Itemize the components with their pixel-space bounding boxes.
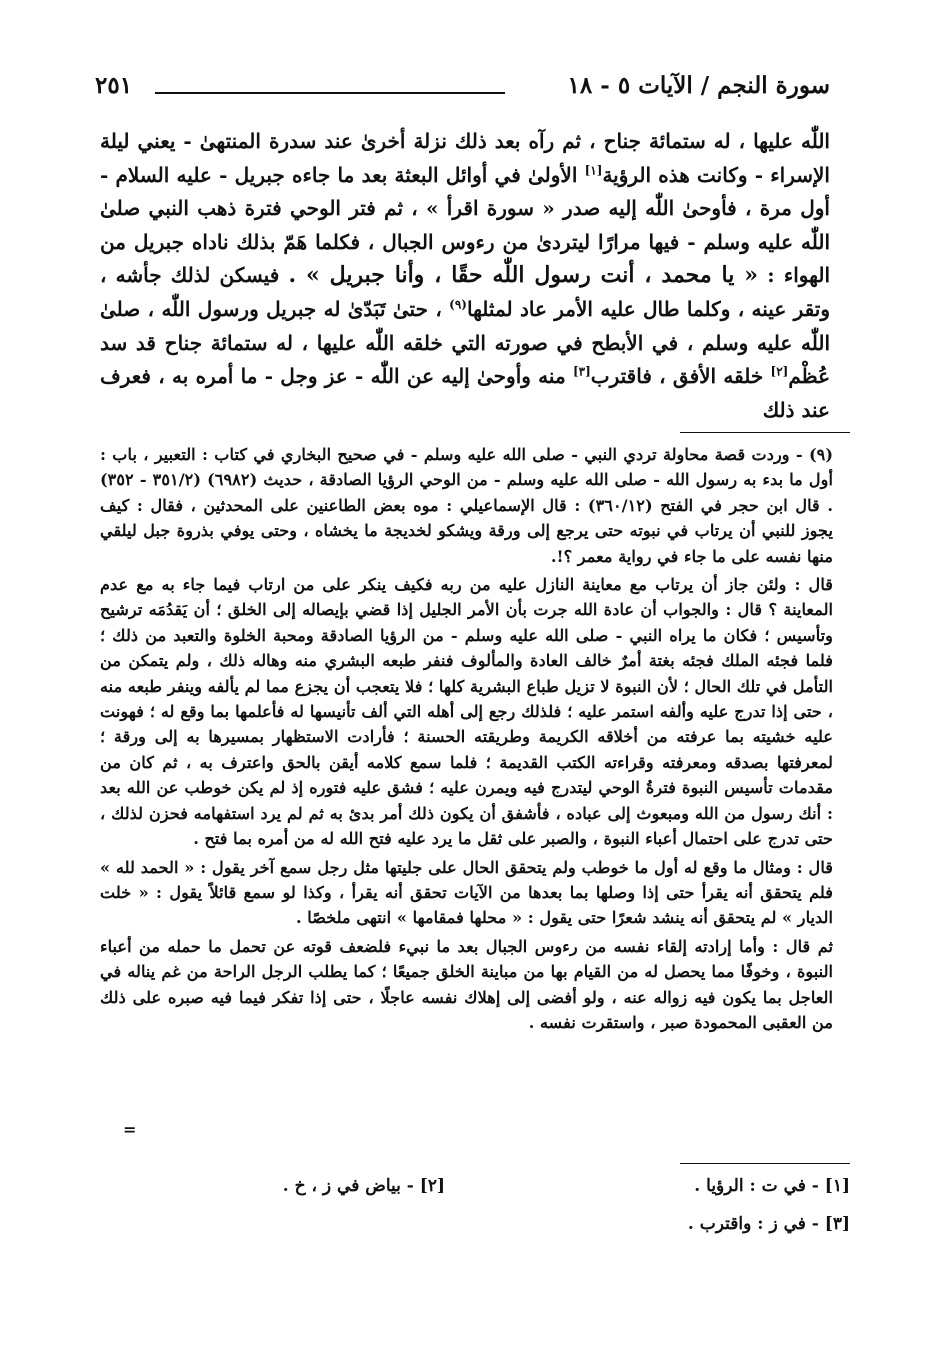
main-line: الإسراء - وكانت هذه الرؤية: [602, 162, 830, 187]
header-rule: [155, 92, 505, 94]
note-paragraph: (٩) - وردت قصة محاولة تردي النبي - صلى الله عليه وسلم - في صحيح البخاري في كتاب : التعبير ، باب : أول ما بدء به رسول الله - صلى الله عليه وسلم - من الوحي الرؤيا الصادقة ، حديث (٦٩٨٢) (٣٥١/٢ - ٣٥٢) . قال ابن حجر في الفتح (٣٦٠/١٢) : قال الإسماعيلي : موه بعض الطاعنين على المحدثين ، فقال : كيف يجوز للنبي أن يرتاب في نبوته حتى يرجع إلى ورقة ويشكو لخديجة ما يخشاه ، وحتى يوفي بذروة جبل ليلقي منها نفسه على ما جاء في رواية معمر ؟!.: [100, 445, 833, 566]
main-line: وسلم ، في الأبطح في صورته التي خلقه اللّٰه عليها ، له ستمائة جناح قد سد عُظْم: [100, 330, 831, 389]
page-header: [95, 70, 830, 110]
footnote-ref: [٢]: [770, 364, 789, 379]
main-line: خلقه: [723, 364, 771, 389]
main-line: فيسكن لذلك جأشه ، وتقر عينه ،: [100, 263, 830, 321]
footnote-rule: [680, 432, 850, 433]
note-paragraph: قال : ولئن جاز أن يرتاب مع معاينة النازل عليه من ربه فكيف ينكر على من ارتاب فيما جاء به مع عدم المعاينة ؟ قال : والجواب أن عادة الله جرت بأن الأمر الجليل إذا قضي بإيصاله إلى الخلق ؛ أن يَقدُمَه ترشيح وتأسيس ؛ فكان ما يراه النبي - صلى الله عليه وسلم - من الرؤيا الصادقة ومحبة الخلوة والتعبد من ذلك ؛ فلما فجئه الملك فجئه بغتة أمرٌ خالف العادة والمألوف فنفر طبعه البشري منه وهاله ذلك ، ولم يتمكن من التأمل في تلك الحال ؛ لأن النبوة لا تزيل طباع البشرية كلها ؛ فلا يتعجب أن يجزع مما لم يألفه وينفر طبعه منه ، حتى إذا تدرج عليه وألفه استمر عليه ؛ فلذلك رجع إلى أهله التي ألف تأنيسها له فأعلمها بما وقع له ؛ فهونت عليه خشيته بما عرفته من أخلاقه الكريمة وطريقته الحسنة ؛ فأرادت الاستظهار بمسيرها به إلى ورقة ؛ لمعرفتها بصدقه ومعرفته وقراءته الكتب القديمة ؛ فلما سمع كلامه أيقن بالحق واعترف به ، ثم كان من مقدمات تأسيس النبوة فترةُ الوحي ليتدرج فيه ويمرن عليه ؛ فشق عليه فتوره إذ لم يكن خوطب عن الله بعد : أنك رسول من الله ومبعوث إلى عباده ، فأشفق أن يكون ذلك أمر بدئ به ثم لم يرد استفهامه فحزن لذلك ، حتى تدرج على احتمال أعباء النبوة ، والصبر على ثقل ما يرد عليه فتح الله له من أمره بما فتح .: [100, 575, 833, 849]
page-number: ٢٥١: [95, 72, 133, 99]
main-paragraph: [100, 125, 830, 427]
main-line: الأولىٰ في أوائل البعثة بعد ما جاءه جبريل - عليه السلام -: [100, 162, 585, 187]
main-line: عليه وسلم - فيها مرارًا ليتردىٰ من رءوس الجبال ، فكلما هَمّ بذلك ناداه جبريل من الهواء :: [100, 229, 830, 288]
note-paragraph: قال : ومثال ما وقع له أول ما خوطب ولم يتحقق الحال على جليتها مثل رجل سمع آخر يقول : « الحمد لله » فلم يتحقق أنه يقرأ حتى إذا وصلها بما بعدها من الآيات تحقق أنه يقرأ ، وكذا لو سمع قائلاً يقول : « خلت الديار » لم يتحقق أنه ينشد شعرًا حتى يقول : « محلها فمقامها » انتهى ملخصًا .: [100, 857, 833, 928]
continuation-mark: =: [123, 1120, 137, 1139]
main-text: [100, 125, 830, 427]
variant-note-1: [١] - في ت : الرؤيا .: [694, 1176, 850, 1196]
main-line: ، حتىٰ تَبَدّىٰ له جبريل ورسول اللّٰه ، صلىٰ اللّٰه عليه: [100, 296, 830, 355]
main-line: الأفق ، فاقترب: [590, 364, 717, 389]
footnote-ref: [٣]: [572, 364, 591, 379]
main-line: أول مرة ، فأوحىٰ اللّٰه إليه صدر « سورة اقرأ » ، ثم فتر الوحي فترة ذهب النبي صلىٰ اللّٰه: [100, 196, 830, 254]
variant-note-3: [٣] - في ز : واقترب .: [687, 1214, 850, 1234]
variants-rule: [680, 1163, 850, 1164]
note-paragraph: ثم قال : وأما إرادته إلقاء نفسه من رءوس الجبال بعد ما نبيء فلضعف قوته عن تحمل ما حمله من أعباء النبوة ، وخوفًا مما يحصل له من القيام بها من مباينة الخلق جميعًا ؛ كما يطلب الرجل الراحة من غم يناله في العاجل بما يكون فيه زواله عنه ، ولو أفضى إلى إهلاك نفسه عاجلًا ، حتى إذا تفكر فيما فيه صبره على ذلك من العقبى المحمودة صبر ، واستقرت نفسه .: [100, 936, 833, 1032]
quoted-speech: « يا محمد ، أنت رسول اللّٰه حقًا ، وأنا جبريل » .: [288, 262, 759, 289]
footnote-ref: (٩): [449, 297, 467, 312]
footnote-ref: [١]: [584, 162, 603, 177]
main-line: اللّٰه عليها ، له ستمائة جناح ، ثم رآه بعد ذلك نزلة أخرىٰ عند سدرة المنتهىٰ - يعني ليلة: [100, 129, 830, 153]
main-line: وكلما طال عليه الأمر عاد لمثلها: [466, 296, 731, 321]
main-line: منه وأوحىٰ إليه عن اللّٰه - عز وجل - ما أمره به ، فعرف عند ذلك: [100, 364, 830, 422]
variant-note-2: [٢] - بياض في ز ، خ .: [282, 1176, 445, 1196]
surah-title: سورة النجم / الآيات ٥ - ١٨: [567, 72, 830, 99]
commentary-footnote: [100, 442, 833, 1035]
